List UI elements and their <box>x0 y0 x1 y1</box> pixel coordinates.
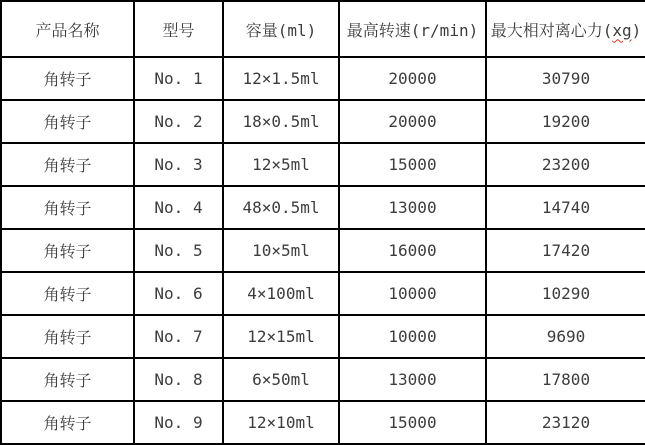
cell-max-rcf: 23200 <box>486 143 645 186</box>
cell-model: No. 8 <box>134 358 223 401</box>
table-row <box>1 229 645 272</box>
cell-max-rcf: 30790 <box>486 57 645 100</box>
cell-max-rcf: 23120 <box>486 401 645 444</box>
cell-max-speed: 13000 <box>339 186 486 229</box>
header-capacity: 容量(ml) <box>223 1 339 57</box>
cell-model: No. 6 <box>134 272 223 315</box>
cell-capacity: 12×5ml <box>223 143 339 186</box>
table-row <box>1 143 645 186</box>
cell-max-rcf: 17420 <box>486 229 645 272</box>
cell-max-speed: 13000 <box>339 358 486 401</box>
cell-model: No. 7 <box>134 315 223 358</box>
cell-max-speed: 20000 <box>339 57 486 100</box>
cell-product-name: 角转子 <box>1 229 134 272</box>
cell-max-rcf: 14740 <box>486 186 645 229</box>
table-row <box>1 358 645 401</box>
cell-capacity: 12×10ml <box>223 401 339 444</box>
table-row <box>1 315 645 358</box>
table-row <box>1 57 645 100</box>
table-row <box>1 186 645 229</box>
cell-product-name: 角转子 <box>1 315 134 358</box>
table-body <box>1 57 645 444</box>
cell-capacity: 4×100ml <box>223 272 339 315</box>
cell-capacity: 18×0.5ml <box>223 100 339 143</box>
cell-product-name: 角转子 <box>1 358 134 401</box>
cell-model: No. 9 <box>134 401 223 444</box>
cell-max-speed: 15000 <box>339 401 486 444</box>
cell-product-name: 角转子 <box>1 401 134 444</box>
cell-max-speed: 10000 <box>339 315 486 358</box>
cell-max-rcf: 19200 <box>486 100 645 143</box>
header-max-rcf-prefix: 最大相对离心力( <box>490 20 613 40</box>
cell-product-name: 角转子 <box>1 272 134 315</box>
header-max-rcf <box>486 1 645 57</box>
table-row <box>1 272 645 315</box>
header-row <box>1 1 645 57</box>
cell-model: No. 5 <box>134 229 223 272</box>
header-product-name: 产品名称 <box>1 1 134 57</box>
header-max-speed: 最高转速(r/min) <box>339 1 486 57</box>
header-max-rcf-suffix: ) <box>631 20 642 40</box>
table-header <box>1 1 645 57</box>
cell-model: No. 4 <box>134 186 223 229</box>
cell-product-name: 角转子 <box>1 143 134 186</box>
header-max-rcf-unit-misspelled: xg <box>612 20 632 40</box>
cell-capacity: 10×5ml <box>223 229 339 272</box>
cell-max-speed: 20000 <box>339 100 486 143</box>
cell-max-speed: 15000 <box>339 143 486 186</box>
cell-max-speed: 10000 <box>339 272 486 315</box>
cell-model: No. 2 <box>134 100 223 143</box>
cell-max-speed: 16000 <box>339 229 486 272</box>
cell-max-rcf: 10290 <box>486 272 645 315</box>
header-model: 型号 <box>134 1 223 57</box>
cell-product-name: 角转子 <box>1 100 134 143</box>
cell-max-rcf: 17800 <box>486 358 645 401</box>
cell-model: No. 3 <box>134 143 223 186</box>
table-row <box>1 100 645 143</box>
cell-max-rcf: 9690 <box>486 315 645 358</box>
cell-capacity: 6×50ml <box>223 358 339 401</box>
table-row <box>1 401 645 444</box>
cell-capacity: 48×0.5ml <box>223 186 339 229</box>
cell-capacity: 12×1.5ml <box>223 57 339 100</box>
cell-model: No. 1 <box>134 57 223 100</box>
cell-product-name: 角转子 <box>1 186 134 229</box>
cell-product-name: 角转子 <box>1 57 134 100</box>
cell-capacity: 12×15ml <box>223 315 339 358</box>
